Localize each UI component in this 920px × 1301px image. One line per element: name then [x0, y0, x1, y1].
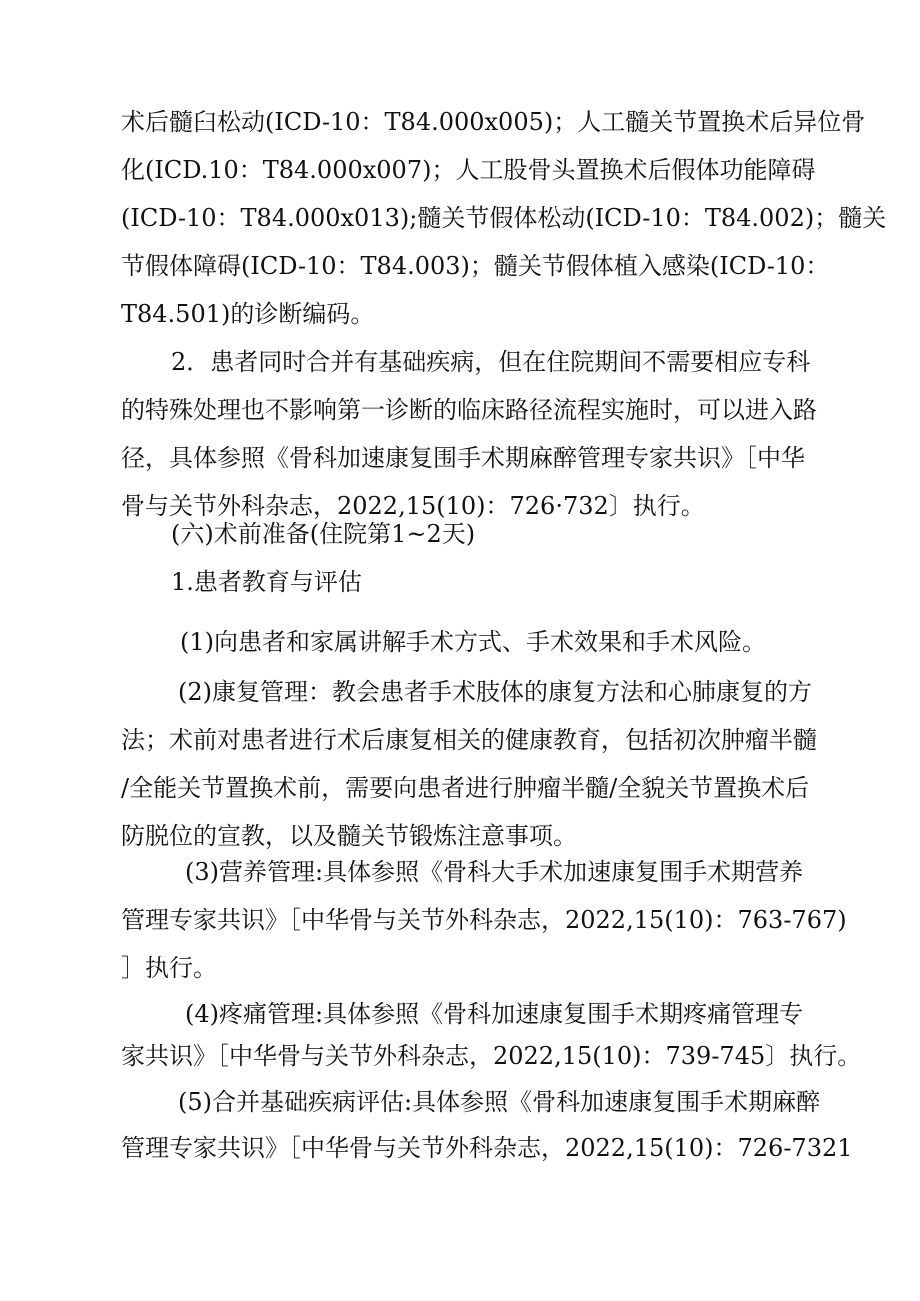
- text-line: 骨与关节外科杂志，2022,15(10)：726·732〕执行。: [121, 492, 705, 520]
- text-line: 2．患者同时合并有基础疾病，但在住院期间不需要相应专科: [171, 348, 811, 376]
- text-line: 管理专家共识》［中华骨与关节外科杂志，2022,15(10)：726-7321: [121, 1134, 853, 1162]
- text-line: (4)疼痛管理:具体参照《骨科加速康复围手术期疼痛管理专: [185, 1000, 804, 1028]
- text-line: 术后髓臼松动(ICD-10：T84.000x005)；人工髓关节置换术后异位骨: [121, 108, 866, 136]
- text-line: T84.501)的诊断编码。: [121, 300, 375, 328]
- section-heading: (六)术前准备(住院第1~2天): [171, 520, 476, 548]
- text-line: 法；术前对患者进行术后康复相关的健康教育，包括初次肿瘤半髓: [121, 726, 817, 754]
- text-line: 节假体障碍(ICD-10：T84.003)；髓关节假体植入感染(ICD-10：: [121, 252, 830, 280]
- text-line: 的特殊处理也不影响第一诊断的临床路径流程实施时，可以进入路: [121, 396, 817, 424]
- text-line: /全能关节置换术前，需要向患者进行肿瘤半髓/全貌关节置换术后: [121, 774, 810, 802]
- text-line: (1)向患者和家属讲解手术方式、手术效果和手术风险。: [180, 628, 766, 656]
- text-line: 防脱位的宣教，以及髓关节锻炼注意事项。: [121, 822, 577, 850]
- text-line: (ICD-10：T84.000x013);髓关节假体松动(ICD-10：T84.002)；髓关: [121, 204, 887, 232]
- text-line: 化(ICD.10：T84.000x007)；人工股骨头置换术后假体功能障碍: [121, 156, 816, 184]
- text-line: (5)合并基础疾病评估:具体参照《骨科加速康复围手术期麻醉: [178, 1088, 821, 1116]
- text-line: ］执行。: [121, 954, 217, 982]
- text-line: 径，具体参照《骨科加速康复围手术期麻醉管理专家共识》［中华: [121, 444, 805, 472]
- text-line: (2)康复管理：教会患者手术肢体的康复方法和心肺康复的方: [178, 678, 812, 706]
- text-line: 家共识》［中华骨与关节外科杂志，2022,15(10)：739-745〕执行。: [121, 1042, 862, 1070]
- text-line: (3)营养管理:具体参照《骨科大手术加速康复围手术期营养: [185, 858, 804, 886]
- text-line: 管理专家共识》［中华骨与关节外科杂志，2022,15(10)：763-767): [121, 906, 847, 934]
- subsection-heading: 1.患者教育与评估: [171, 568, 362, 596]
